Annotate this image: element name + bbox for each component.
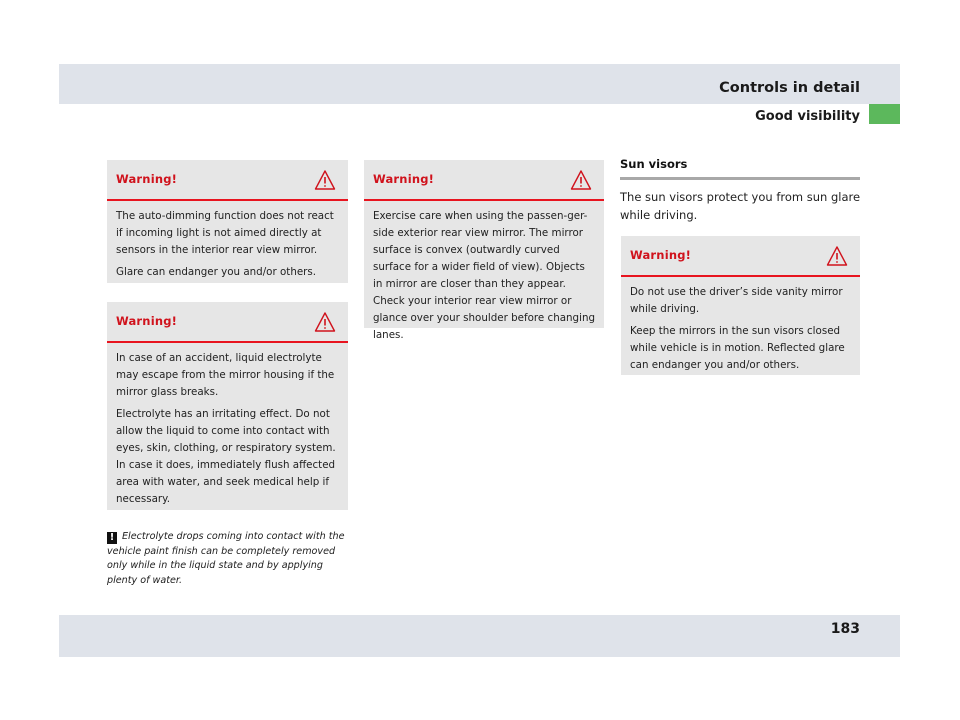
warning-triangle-icon <box>314 311 336 333</box>
subsection-title: Good visibility <box>755 109 860 124</box>
section-tab-marker <box>869 104 900 124</box>
warning-body <box>107 343 348 518</box>
warning-header <box>621 236 860 277</box>
sun-visors-heading: Sun visors <box>620 157 860 180</box>
section-title: Controls in detail <box>719 80 860 96</box>
warning-box-exterior-mirror <box>364 160 604 341</box>
warning-paragraph: In case of an accident, liquid electrolyte may escape from the mirror housing if the mirror glass breaks. <box>116 352 335 398</box>
note-text: Electrolyte drops coming into contact with the vehicle paint finish can be completely removed only while in the liquid state and by applying plenty of water. <box>107 531 345 586</box>
exclamation-icon: ! <box>107 532 117 544</box>
warning-box-auto-dimming <box>107 160 348 283</box>
warning-paragraph: Exercise care when using the passen-ger-side exterior rear view mirror. The mirror surface is convex (outwardly curved surface for a wider field of view). Objects in mirror are closer than they appear. Check your interior rear view mirror or glance over your shoulder before changing lanes. <box>373 210 596 341</box>
warning-title: Warning! <box>116 172 178 186</box>
warning-body <box>364 201 604 354</box>
warning-box-electrolyte <box>107 302 348 510</box>
warning-triangle-icon <box>314 169 336 191</box>
warning-title: Warning! <box>373 172 435 186</box>
warning-title: Warning! <box>630 248 692 262</box>
warning-paragraph: Keep the mirrors in the sun visors closed while vehicle is in motion. Reflected glare can endanger you and/or others. <box>630 325 845 371</box>
sun-visors-text: The sun visors protect you from sun glare while driving. <box>620 190 861 222</box>
footer-band <box>59 615 900 657</box>
warning-header <box>107 160 348 201</box>
warning-paragraph: Do not use the driver’s side vanity mirror while driving. <box>630 286 843 315</box>
warning-box-vanity-mirror <box>621 236 860 375</box>
caution-note <box>107 530 349 588</box>
page-number: 183 <box>830 621 860 637</box>
warning-paragraph: Glare can endanger you and/or others. <box>116 266 317 278</box>
warning-triangle-icon <box>570 169 592 191</box>
warning-title: Warning! <box>116 314 178 328</box>
warning-paragraph: Electrolyte has an irritating effect. Do not allow the liquid to come into contact with eyes, skin, clothing, or respiratory system. In case it does, immediately flush affected area with water, and seek medical help if necessary. <box>116 408 336 505</box>
warning-header <box>364 160 604 201</box>
warning-paragraph: The auto-dimming function does not react if incoming light is not aimed directly at sensors in the interior rear view mirror. <box>116 210 334 256</box>
warning-triangle-icon <box>826 245 848 267</box>
warning-body <box>107 201 348 291</box>
warning-header <box>107 302 348 343</box>
warning-body <box>621 277 860 384</box>
